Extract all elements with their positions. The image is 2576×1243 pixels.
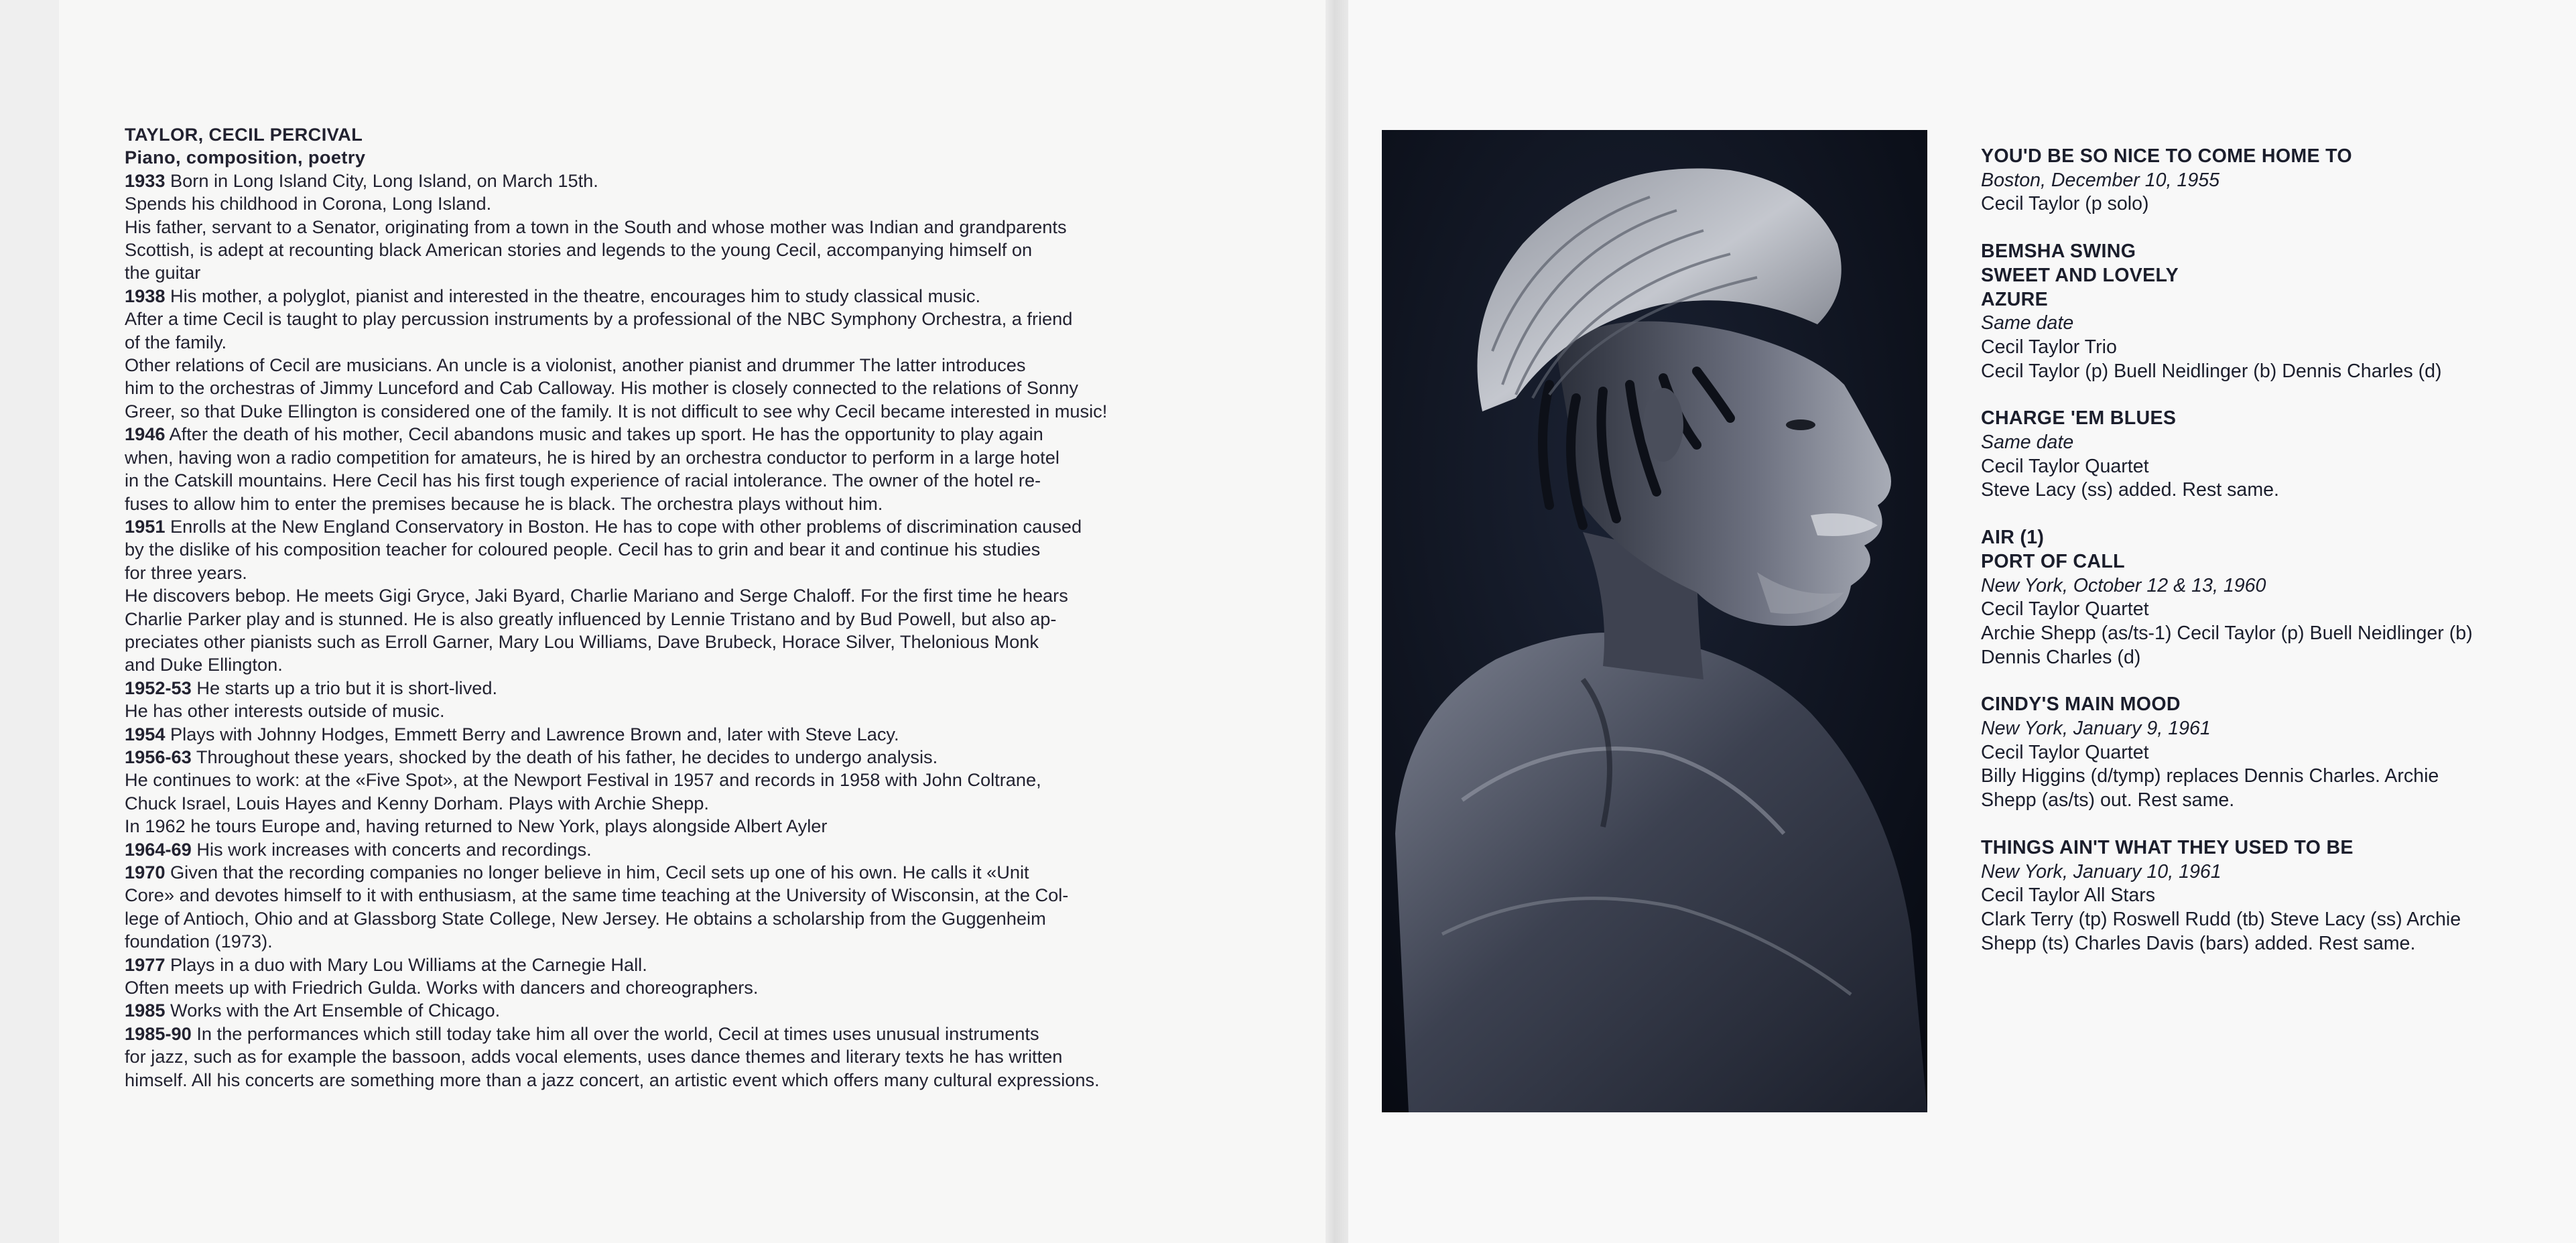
personnel-line: Shepp (ts) Charles Davis (bars) added. Rest same. [1981,932,2416,954]
bio-line [125,999,1285,1022]
bio-line-text: His work increases with concerts and recordings. [191,838,592,860]
discography-entry [1981,240,2557,383]
bio-line-text: Scottish, is adept at recounting black American stories and legends to the young Cecil, accompanying himself on [125,239,1033,261]
bio-line-text: himself. All his concerts are something more than a jazz concert, an artistic event which offers many cultural expressions. [125,1069,1100,1090]
bio-line [125,631,1285,653]
bio-line [125,954,1285,976]
track-title: THINGS AIN'T WHAT THEY USED TO BE [1981,836,2354,858]
bio-line-text: After the death of his mother, Cecil abandons music and takes up sport. He has the opportunity to play again [165,423,1043,445]
bio-line-text: preciates other pianists such as Erroll Garner, Mary Lou Williams, Dave Brubeck, Horace Silver, Thelonious Monk [125,631,1039,652]
bio-line [125,170,1285,192]
bio-line [125,861,1285,884]
bio-line-text: Enrolls at the New England Conservatory in Boston. He has to cope with other problems of discrimination caused [165,515,1082,537]
bio-line [125,976,1285,999]
bio-line-text: He discovers bebop. He meets Gigi Gryce, Jaki Byard, Charlie Mariano and Serge Chaloff. For the first time he hears [125,585,1068,606]
bio-year: 1956-63 [125,746,192,767]
bio-year: 1970 [125,862,166,882]
bio-line [125,562,1285,584]
bio-line-text: In 1962 he tours Europe and, having returned to New York, plays alongside Albert Ayler [125,815,828,837]
recording-date: New York, January 10, 1961 [1981,860,2221,882]
bio-line-text: In the performances which still today take him all over the world, Cecil at times uses unusual instruments [191,1023,1039,1044]
bio-line [125,608,1285,631]
recording-date: Same date [1981,312,2074,334]
bio-line-text: He starts up a trio but it is short-lived. [191,677,498,698]
personnel-line: Dennis Charles (d) [1981,646,2141,668]
bio-line [125,493,1285,515]
bio-line [125,1023,1285,1045]
bio-line-text: for jazz, such as for example the bassoon, adds vocal elements, uses dance themes and literary texts he has written [125,1046,1063,1067]
bio-line-text: He continues to work: at the «Five Spot», at the Newport Festival in 1957 and records in 1958 with John Coltrane, [125,769,1041,791]
booklet-gutter [1326,0,1348,1243]
personnel-line: Cecil Taylor Trio [1981,336,2117,358]
personnel-line: Billy Higgins (d/tymp) replaces Dennis Charles. Archie [1981,765,2439,787]
bio-year: 1938 [125,285,166,306]
bio-line-text: Chuck Israel, Louis Hayes and Kenny Dorham. Plays with Archie Shepp. [125,792,709,813]
bio-line-text: Other relations of Cecil are musicians. An uncle is a violonist, another pianist and drummer The latter introduces [125,354,1026,376]
bio-line [125,423,1285,446]
bio-line-text: Spends his childhood in Corona, Long Island. [125,193,492,214]
bio-line [125,815,1285,838]
bio-line [125,769,1285,791]
bio-line [125,377,1285,399]
bio-line-text: when, having won a radio competition for amateurs, he is hired by an orchestra conductor to perform in a large hotel [125,446,1059,468]
discography-entry [1981,693,2557,813]
personnel-line: Shepp (as/ts) out. Rest same. [1981,789,2235,811]
bio-year: 1977 [125,954,166,975]
bio-year: 1952-53 [125,677,192,698]
bio-line [125,677,1285,700]
bio-line-text: fuses to allow him to enter the premises because he is black. The orchestra plays without him. [125,493,883,514]
bio-line [125,331,1285,354]
bio-line-text: him to the orchestras of Jimmy Lunceford and Cab Calloway. His mother is closely connected to the relations of Sonny [125,377,1078,399]
bio-year: 1954 [125,723,166,744]
bio-line [125,469,1285,492]
track-title: BEMSHA SWING [1981,241,2136,263]
bio-line-text: Charlie Parker play and is stunned. He is also greatly influenced by Lennie Tristano and by Bud Powell, but also ap- [125,608,1057,629]
bio-line [125,1045,1285,1068]
bio-line [125,746,1285,769]
track-title: PORT OF CALL [1981,550,2125,572]
bio-year: 1985-90 [125,1023,192,1044]
page-edge [0,0,62,1243]
personnel-line: Cecil Taylor Quartet [1981,455,2149,477]
track-title: AIR (1) [1981,527,2045,549]
recording-date: Same date [1981,432,2074,454]
track-title: YOU'D BE SO NICE TO COME HOME TO [1981,145,2352,167]
bio-year: 1946 [125,423,166,445]
recording-date: Boston, December 10, 1955 [1981,169,2220,191]
bio-line-text: He has other interests outside of music. [125,700,445,722]
bio-year: 1985 [125,1000,166,1021]
bio-line-text: Often meets up with Friedrich Gulda. Works with dancers and choreographers. [125,977,759,998]
portrait-image [1382,130,1927,1112]
bio-line-text: After a time Cecil is taught to play percussion instruments by a professional of the NBC Symphony Orchestra, a friend [125,308,1073,330]
bio-line [125,216,1285,239]
bio-line [125,192,1285,215]
recording-date: New York, January 9, 1961 [1981,718,2211,740]
bio-heading: TAYLOR, CECIL PERCIVAL [125,124,363,145]
bio-line [125,930,1285,953]
portrait-photo [1382,130,1927,1112]
bio-year: 1933 [125,170,166,191]
bio-line-text: of the family. [125,331,227,352]
bio-line [125,285,1285,308]
bio-line [125,907,1285,930]
bio-line-text: Born in Long Island City, Long Island, on March 15th. [165,170,598,191]
bio-line-text: Works with the Art Ensemble of Chicago. [165,1000,501,1021]
bio-line-text: the guitar [125,262,201,283]
bio-line [125,653,1285,676]
bio-line [125,261,1285,284]
discography-entry [1981,407,2557,503]
personnel-line: Cecil Taylor (p solo) [1981,193,2149,215]
bio-year: 1964-69 [125,838,192,860]
bio-line-text: foundation (1973). [125,931,273,952]
personnel-line: Clark Terry (tp) Roswell Rudd (tb) Steve Lacy (ss) Archie [1981,908,2461,930]
bio-line-text: in the Catskill mountains. Here Cecil has his first tough experience of racial intolerance. The owner of the hotel re- [125,470,1041,491]
personnel-line: Cecil Taylor All Stars [1981,885,2156,907]
personnel-line: Archie Shepp (as/ts-1) Cecil Taylor (p) Buell Neidlinger (b) [1981,622,2473,644]
bio-line-text: for three years. [125,562,247,583]
discography-entry [1981,836,2557,956]
personnel-line: Cecil Taylor Quartet [1981,741,2149,763]
personnel-line: Steve Lacy (ss) added. Rest same. [1981,479,2279,501]
track-title: CINDY'S MAIN MOOD [1981,694,2181,716]
bio-subheading: Piano, composition, poetry [125,147,366,168]
bio-line [125,792,1285,815]
bio-line-text: and Duke Ellington. [125,654,283,675]
bio-line [125,515,1285,538]
bio-year: 1951 [125,515,166,537]
bio-line [125,584,1285,607]
discography-entry [1981,145,2557,216]
bio-line-text: His father, servant to a Senator, originating from a town in the South and whose mother was Indian and grandparents [125,216,1067,237]
biography [125,123,1285,1092]
personnel-line: Cecil Taylor Quartet [1981,598,2149,620]
track-title: CHARGE 'EM BLUES [1981,407,2177,430]
bio-line [125,723,1285,746]
discography-entry [1981,526,2557,669]
bio-line-text: Plays with Johnny Hodges, Emmett Berry and Lawrence Brown and, later with Steve Lacy. [165,723,899,744]
recording-date: New York, October 12 & 13, 1960 [1981,574,2266,596]
bio-line-text: by the dislike of his composition teacher for coloured people. Cecil has to grin and bear it and continue his studies [125,539,1041,560]
bio-text [125,170,1285,1092]
bio-line [125,354,1285,377]
bio-line [125,538,1285,561]
bio-line-text: lege of Antioch, Ohio and at Glassborg State College, New Jersey. He obtains a scholarship from the Guggenheim [125,907,1046,929]
bio-line-text: Plays in a duo with Mary Lou Williams at the Carnegie Hall. [165,954,647,975]
bio-line [125,1069,1285,1092]
bio-line [125,838,1285,861]
bio-line [125,400,1285,423]
bio-line-text: Throughout these years, shocked by the death of his father, he decides to undergo analysis. [191,746,938,767]
bio-line [125,700,1285,722]
bio-line-text: Given that the recording companies no longer believe in him, Cecil sets up one of his own. He calls it «Unit [165,862,1029,882]
bio-line-text: Core» and devotes himself to it with enthusiasm, at the same time teaching at the University of Wisconsin, at the Col- [125,885,1069,906]
personnel-line: Cecil Taylor (p) Buell Neidlinger (b) Dennis Charles (d) [1981,360,2442,382]
track-title: AZURE [1981,288,2048,310]
track-title: SWEET AND LOVELY [1981,264,2179,286]
bio-line [125,308,1285,330]
bio-line-text: Greer, so that Duke Ellington is considered one of the family. It is not difficult to see why Cecil became interested in music! [125,400,1108,421]
discography [1981,145,2557,979]
bio-line [125,884,1285,907]
bio-line [125,239,1285,261]
bio-line [125,446,1285,469]
bio-line-text: His mother, a polyglot, pianist and interested in the theatre, encourages him to study classical music. [165,285,980,306]
